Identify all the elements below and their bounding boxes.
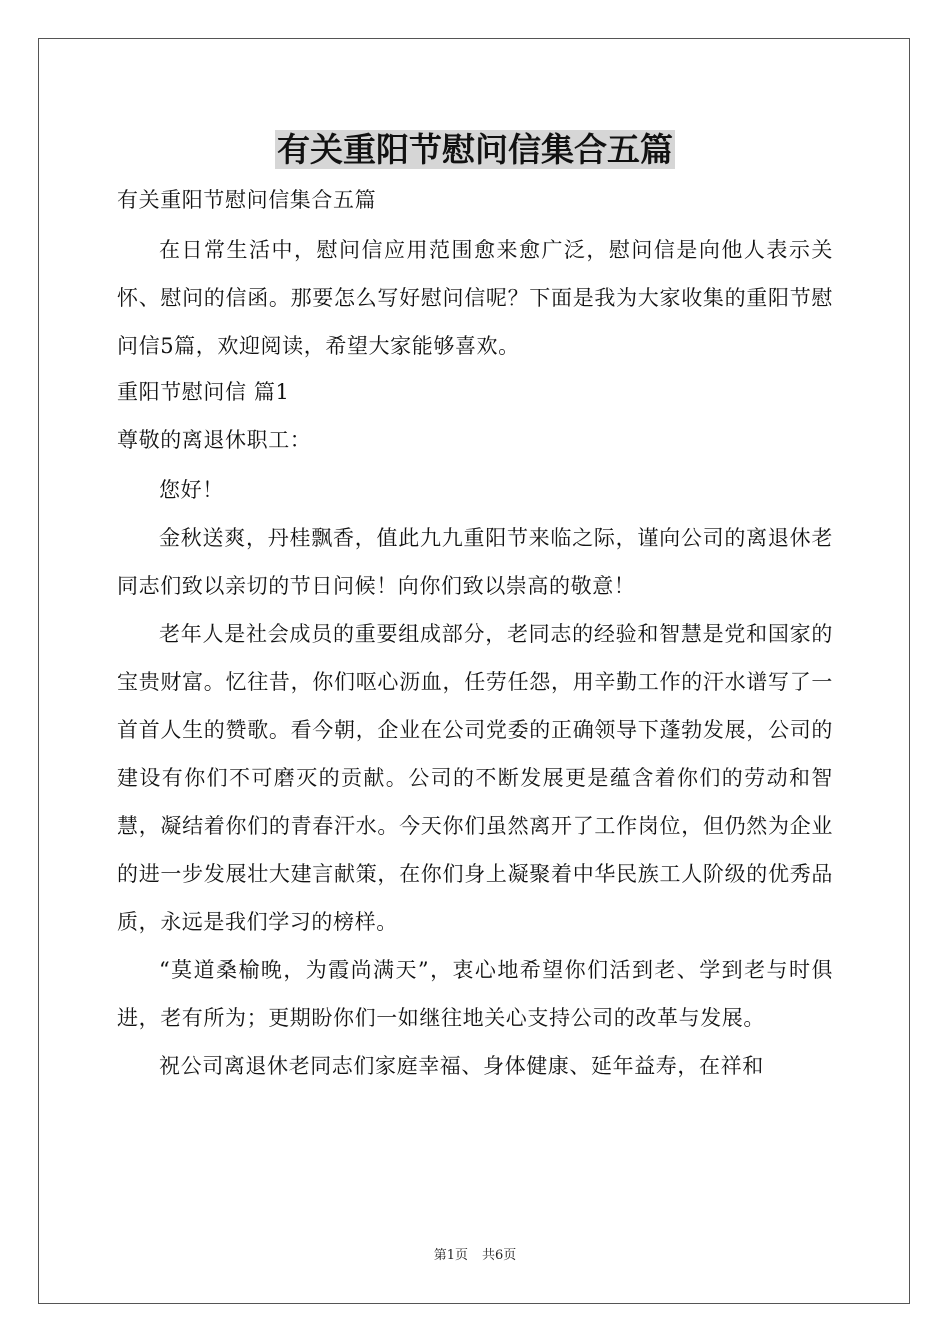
page-number: 第1页 xyxy=(433,1248,468,1263)
section-heading: 重阳节慰问信 篇1 xyxy=(117,380,290,404)
greeting: 您好！ xyxy=(159,478,224,502)
page-footer xyxy=(0,1244,950,1263)
document-title-text: 有关重阳节慰问信集合五篇 xyxy=(277,130,673,169)
document-body xyxy=(117,178,833,1090)
document-subtitle: 有关重阳节慰问信集合五篇 xyxy=(117,188,377,212)
body-paragraph-2: 老年人是社会成员的重要组成部分，老同志的经验和智慧是党和国家的宝贵财富。忆往昔，你们呕心沥血，任劳任怨，用辛勤工作的汗水谱写了一首首人生的赞歌。看今朝，企业在公司党委的正确领导下蓬勃发展，公司的建设有你们不可磨灭的贡献。公司的不断发展更是蕴含着你们的劳动和智慧，凝结着你们的青春汗水。今天你们虽然离开了工作岗位，但仍然为企业的进一步发展壮大建言献策，在你们身上凝聚着中华民族工人阶级的优秀品质，永远是我们学习的榜样。 xyxy=(117,622,833,934)
salutation: 尊敬的离退休职工： xyxy=(117,428,312,452)
document-title xyxy=(0,126,950,174)
intro-paragraph: 在日常生活中，慰问信应用范围愈来愈广泛，慰问信是向他人表示关怀、慰问的信函。那要怎么写好慰问信呢？下面是我为大家收集的重阳节慰问信5篇，欢迎阅读，希望大家能够喜欢。 xyxy=(117,238,833,358)
body-paragraph-4: 祝公司离退休老同志们家庭幸福、身体健康、延年益寿，在祥和 xyxy=(159,1054,764,1078)
body-paragraph-1: 金秋送爽，丹桂飘香，值此九九重阳节来临之际，谨向公司的离退休老同志们致以亲切的节日问候！向你们致以崇高的敬意！ xyxy=(117,526,833,598)
page-total: 共6页 xyxy=(482,1248,517,1263)
body-paragraph-3: “莫道桑榆晚，为霞尚满天”，衷心地希望你们活到老、学到老与时俱进，老有所为；更期盼你们一如继往地关心支持公司的改革与发展。 xyxy=(117,958,833,1030)
